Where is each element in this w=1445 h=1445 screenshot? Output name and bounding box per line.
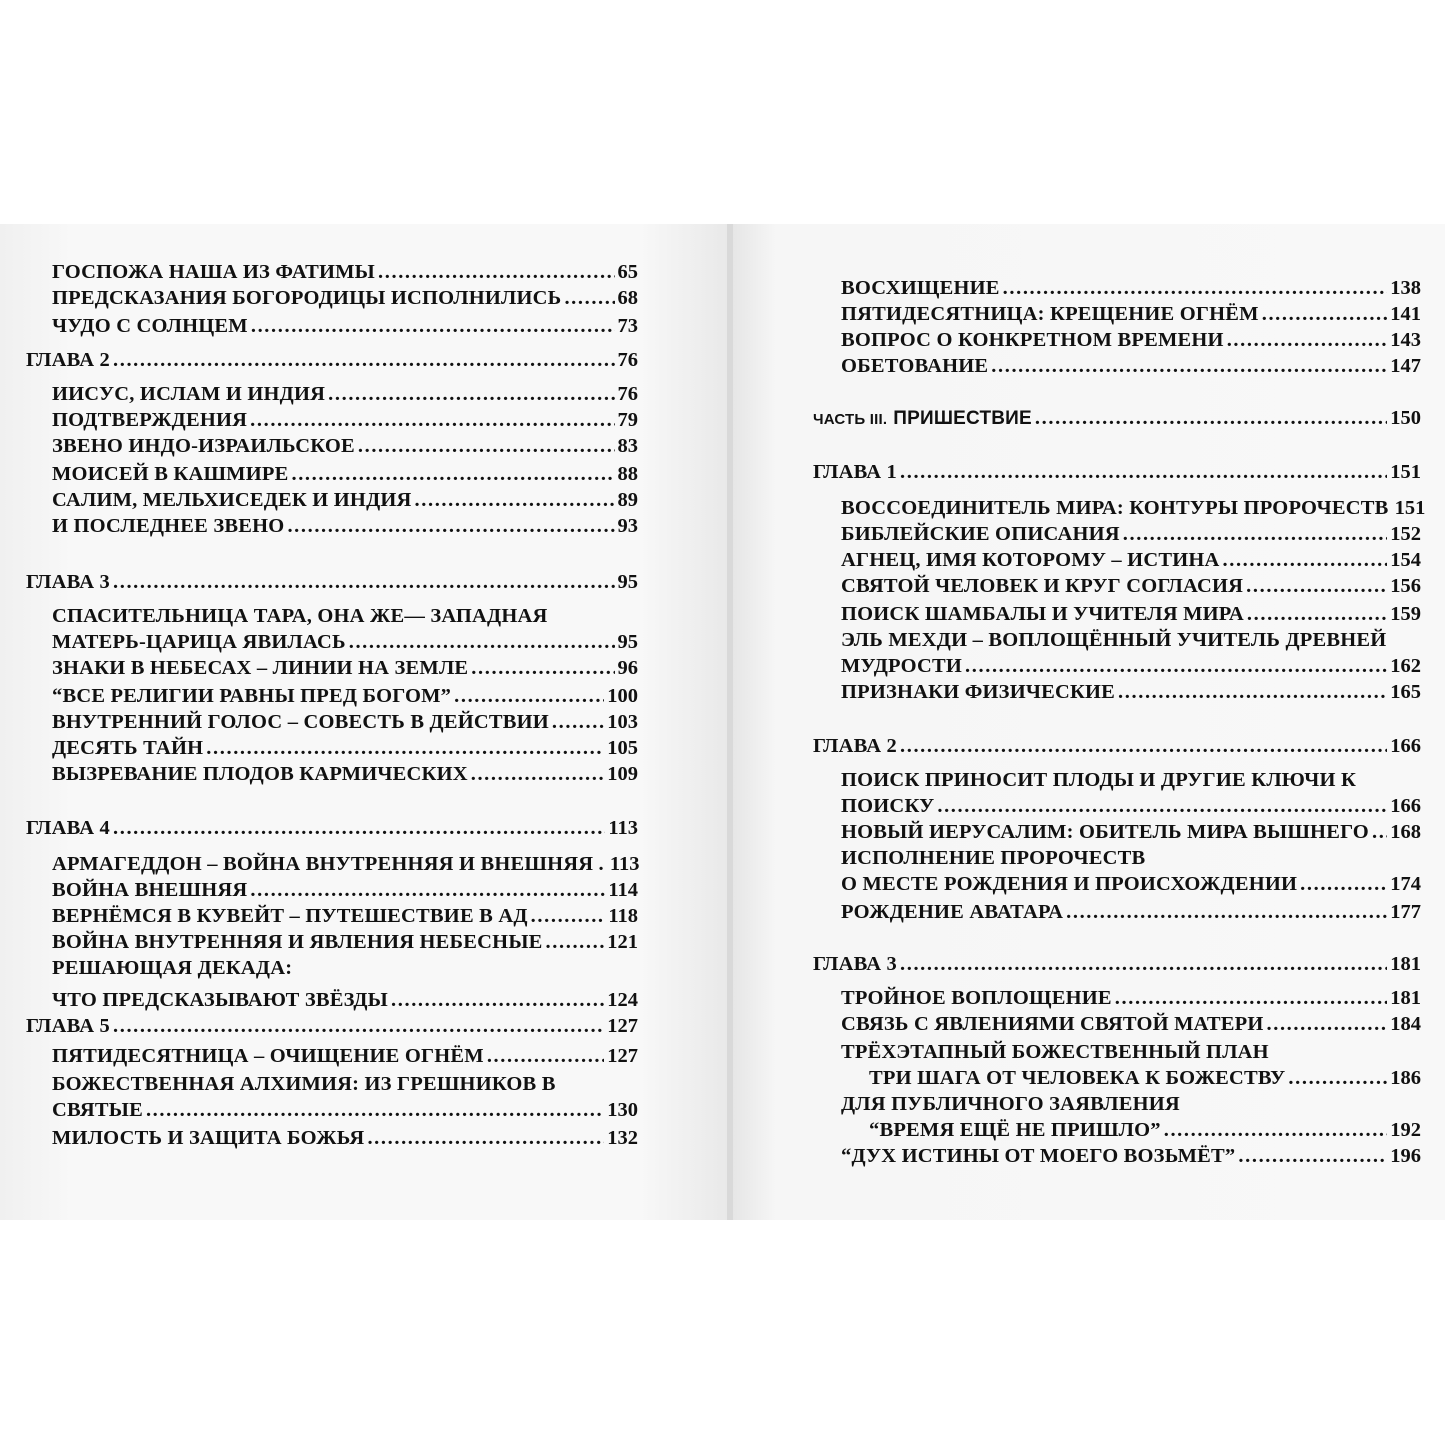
- toc-entry-title: ЗВЕНО ИНДО-ИЗРАИЛЬСКОЕ: [52, 435, 355, 457]
- toc-page-number: 95: [617, 571, 638, 593]
- dot-leader: [250, 410, 614, 431]
- toc-entry-title: ЗНАКИ В НЕБЕСАХ – ЛИНИИ НА ЗЕМЛЕ: [52, 657, 469, 679]
- dot-leader: [415, 490, 615, 511]
- toc-entry: [841, 874, 1421, 895]
- toc-page-number: 166: [1390, 735, 1421, 757]
- toc-page-number: 192: [1390, 1119, 1421, 1141]
- toc-page-number: 196: [1390, 1145, 1421, 1167]
- toc-page-number: 88: [617, 463, 638, 485]
- toc-page-number: 79: [617, 409, 638, 431]
- toc-chapter-heading: [813, 954, 1421, 975]
- toc-entry-title: ТРИ ШАГА ОТ ЧЕЛОВЕКА К БОЖЕСТВУ: [869, 1067, 1286, 1089]
- toc-entry-title: ДЕСЯТЬ ТАЙН: [52, 737, 204, 759]
- toc-entry: [52, 1100, 638, 1121]
- toc-entry-title: ЧУДО С СОЛНЦЕМ: [52, 315, 248, 337]
- dot-leader: [206, 738, 604, 759]
- toc-page-number: 168: [1390, 821, 1421, 843]
- toc-entry: [52, 410, 638, 431]
- dot-leader: [487, 1046, 604, 1067]
- toc-page-number: 95: [617, 631, 638, 653]
- part-title: ПРИШЕСТВИЕ: [893, 408, 1032, 429]
- dot-leader: [251, 316, 615, 337]
- toc-entry: [841, 630, 1386, 651]
- toc-page-number: 93: [617, 515, 638, 537]
- toc-entry-title: БОЖЕСТВЕННАЯ АЛХИМИЯ: ИЗ ГРЕШНИКОВ В: [52, 1073, 556, 1095]
- toc-entry: [841, 304, 1421, 325]
- toc-entry-title: АГНЕЦ, ИМЯ КОТОРОМУ – ИСТИНА: [841, 549, 1220, 571]
- dot-leader: [291, 464, 614, 485]
- toc-entry-title: ВЕРНЁМСЯ В КУВЕЙТ – ПУТЕШЕСТВИЕ В АД: [52, 905, 528, 927]
- dot-leader: [1164, 1120, 1388, 1141]
- toc-page-number: 181: [1390, 987, 1421, 1009]
- toc-entry: [841, 356, 1421, 377]
- toc-chapter-heading: [26, 1016, 638, 1037]
- toc-entry-title: ДЛЯ ПУБЛИЧНОГО ЗАЯВЛЕНИЯ: [841, 1093, 1180, 1115]
- toc-entry-title: И ПОСЛЕДНЕЕ ЗВЕНО: [52, 515, 285, 537]
- toc-page-number: 113: [608, 817, 638, 839]
- toc-entry: [52, 316, 638, 337]
- toc-entry-title: [813, 409, 1032, 428]
- toc-page-number: 184: [1390, 1013, 1421, 1035]
- toc-entry-title: ВОСХИЩЕНИЕ: [841, 277, 1000, 299]
- toc-entry: [52, 436, 638, 457]
- dot-leader: [391, 990, 604, 1011]
- dot-leader: [328, 384, 614, 405]
- toc-entry-title: ГЛАВА 1: [813, 461, 897, 483]
- toc-entry-title: ГЛАВА 2: [26, 349, 110, 371]
- toc-entry-title: ВОССОЕДИНИТЕЛЬ МИРА: КОНТУРЫ ПРОРОЧЕСТВ: [841, 497, 1389, 519]
- left-toc: [0, 224, 727, 1220]
- dot-leader: [113, 572, 615, 593]
- toc-page-number: 177: [1390, 901, 1421, 923]
- toc-entry-title: РЕШАЮЩАЯ ДЕКАДА:: [52, 957, 293, 979]
- toc-page-number: 76: [617, 349, 638, 371]
- toc-page-number: 151: [1390, 461, 1421, 483]
- toc-page-number: 141: [1390, 303, 1421, 325]
- dot-leader: [552, 712, 604, 733]
- dot-leader: [1003, 278, 1388, 299]
- toc-entry: [841, 1146, 1421, 1167]
- toc-page-number: 96: [617, 657, 638, 679]
- toc-page-number: 138: [1390, 277, 1421, 299]
- toc-entry-title: МАТЕРЬ-ЦАРИЦА ЯВИЛАСЬ: [52, 631, 346, 653]
- toc-page-number: 151: [1394, 497, 1426, 519]
- toc-entry: [841, 497, 1426, 519]
- toc-entry: [841, 604, 1421, 625]
- toc-page-number: 65: [617, 261, 638, 283]
- dot-leader: [471, 764, 605, 785]
- toc-entry: [52, 1046, 638, 1067]
- toc-entry-title: ГЛАВА 2: [813, 735, 897, 757]
- dot-leader: [113, 1016, 604, 1037]
- dot-leader: [1246, 576, 1387, 597]
- toc-entry-title: ГЛАВА 3: [813, 953, 897, 975]
- toc-entry-title: ИИСУС, ИСЛАМ И ИНДИЯ: [52, 383, 326, 405]
- toc-entry-title: МУДРОСТИ: [841, 655, 963, 677]
- toc-entry: [52, 990, 638, 1011]
- toc-entry-title: АРМАГЕДДОН – ВОЙНА ВНУТРЕННЯЯ И ВНЕШНЯЯ .: [52, 853, 604, 875]
- toc-entry-title: “ДУХ ИСТИНЫ ОТ МОЕГО ВОЗЬМЁТ”: [841, 1145, 1236, 1167]
- toc-entry: [869, 1120, 1421, 1141]
- dot-leader: [349, 632, 615, 653]
- toc-page-number: 132: [607, 1127, 638, 1149]
- toc-entry-title: СВЯТОЙ ЧЕЛОВЕК И КРУГ СОГЛАСИЯ: [841, 575, 1244, 597]
- toc-chapter-heading: [813, 736, 1421, 757]
- toc-entry-title: ПЯТИДЕСЯТНИЦА: КРЕЩЕНИЕ ОГНЁМ: [841, 303, 1259, 325]
- toc-entry: [52, 738, 638, 759]
- toc-page-number: 105: [607, 737, 638, 759]
- dot-leader: [1262, 304, 1388, 325]
- toc-entry: [841, 770, 1356, 791]
- toc-entry-title: ТРЁХЭТАПНЫЙ БОЖЕСТВЕННЫЙ ПЛАН: [841, 1041, 1269, 1063]
- dot-leader: [1267, 1014, 1388, 1035]
- dot-leader: [546, 932, 605, 953]
- toc-entry: [841, 1042, 1269, 1063]
- dot-leader: [1288, 1068, 1387, 1089]
- toc-page-number: 89: [617, 489, 638, 511]
- right-page: [733, 224, 1445, 1220]
- toc-entry: [52, 880, 638, 901]
- toc-entry-title: ЧТО ПРЕДСКАЗЫВАЮТ ЗВЁЗДЫ: [52, 989, 389, 1011]
- toc-page-number: 154: [1390, 549, 1421, 571]
- toc-entry-title: ВОЙНА ВНЕШНЯЯ: [52, 879, 248, 901]
- dot-leader: [531, 906, 606, 927]
- toc-entry-title: ВОЙНА ВНУТРЕННЯЯ И ЯВЛЕНИЯ НЕБЕСНЫЕ: [52, 931, 543, 953]
- toc-entry: [841, 848, 1145, 869]
- toc-entry: [52, 686, 638, 707]
- toc-entry-title: НОВЫЙ ИЕРУСАЛИМ: ОБИТЕЛЬ МИРА ВЫШНЕГО: [841, 821, 1369, 843]
- toc-entry: [841, 278, 1421, 299]
- dot-leader: [113, 818, 605, 839]
- toc-chapter-heading: [26, 572, 638, 593]
- book-spread: [0, 224, 1445, 1220]
- toc-entry: [841, 330, 1421, 351]
- toc-entry: [52, 262, 638, 283]
- toc-page-number: 118: [608, 905, 638, 927]
- toc-entry-title: ПРЕДСКАЗАНИЯ БОГОРОДИЦЫ ИСПОЛНИЛИСЬ: [52, 287, 562, 309]
- toc-entry: [52, 906, 638, 927]
- dot-leader: [471, 658, 614, 679]
- toc-entry-title: МОИСЕЙ В КАШМИРЕ: [52, 463, 289, 485]
- toc-chapter-heading: [26, 350, 638, 371]
- toc-page-number: 152: [1390, 523, 1421, 545]
- dot-leader: [1118, 682, 1387, 703]
- toc-entry-title: ЭЛЬ МЕХДИ – ВОПЛОЩЁННЫЙ УЧИТЕЛЬ ДРЕВНЕЙ: [841, 629, 1387, 651]
- toc-entry: [52, 958, 292, 979]
- toc-entry-title: ИСПОЛНЕНИЕ ПРОРОЧЕСТВ: [841, 847, 1146, 869]
- toc-entry-title: ПРИЗНАКИ ФИЗИЧЕСКИЕ: [841, 681, 1116, 703]
- toc-page-number: 103: [607, 711, 638, 733]
- dot-leader: [1115, 988, 1387, 1009]
- dot-leader: [1238, 1146, 1387, 1167]
- toc-entry-title: ГОСПОЖА НАША ИЗ ФАТИМЫ: [52, 261, 376, 283]
- toc-entry: [52, 658, 638, 679]
- toc-page-number: 113: [609, 853, 640, 875]
- dot-leader: [1223, 550, 1388, 571]
- dot-leader: [900, 954, 1387, 975]
- toc-entry-title: “ВРЕМЯ ЕЩЁ НЕ ПРИШЛО”: [869, 1119, 1161, 1141]
- dot-leader: [358, 436, 615, 457]
- toc-entry-title: “ВСЕ РЕЛИГИИ РАВНЫ ПРЕД БОГОМ”: [52, 685, 452, 707]
- toc-page-number: 127: [607, 1015, 638, 1037]
- toc-entry: [52, 1128, 638, 1149]
- toc-entry: [841, 1094, 1180, 1115]
- toc-page-number: 165: [1390, 681, 1421, 703]
- toc-page-number: 124: [607, 989, 638, 1011]
- toc-entry-title: САЛИМ, МЕЛЬХИСЕДЕК И ИНДИЯ: [52, 489, 412, 511]
- dot-leader: [1372, 822, 1387, 843]
- toc-entry-title: СПАСИТЕЛЬНИЦА ТАРА, ОНА ЖЕ— ЗАПАДНАЯ: [52, 605, 548, 627]
- toc-page-number: 166: [1390, 795, 1421, 817]
- dot-leader: [1227, 330, 1388, 351]
- toc-entry-title: ТРОЙНОЕ ВОПЛОЩЕНИЕ: [841, 987, 1112, 1009]
- toc-entry: [841, 524, 1421, 545]
- toc-entry: [52, 464, 638, 485]
- toc-entry-title: ОБЕТОВАНИЕ: [841, 355, 989, 377]
- toc-entry: [841, 656, 1421, 677]
- toc-page-number: 127: [607, 1045, 638, 1067]
- dot-leader: [367, 1128, 604, 1149]
- dot-leader: [378, 262, 614, 283]
- dot-leader: [1035, 408, 1387, 429]
- toc-entry-title: ВОПРОС О КОНКРЕТНОМ ВРЕМЕНИ: [841, 329, 1224, 351]
- toc-entry-title: ПОИСК ШАМБАЛЫ И УЧИТЕЛЯ МИРА: [841, 603, 1244, 625]
- dot-leader: [146, 1100, 604, 1121]
- toc-page-number: 130: [607, 1099, 638, 1121]
- toc-page-number: 109: [607, 763, 638, 785]
- toc-entry: [813, 408, 1421, 429]
- dot-leader: [900, 736, 1387, 757]
- toc-page-number: 100: [607, 685, 638, 707]
- toc-entry-title: О МЕСТЕ РОЖДЕНИЯ И ПРОИСХОЖДЕНИИ: [841, 873, 1298, 895]
- toc-entry: [841, 550, 1421, 571]
- toc-entry: [52, 632, 638, 653]
- toc-entry-title: ГЛАВА 5: [26, 1015, 110, 1037]
- toc-entry-title: БИБЛЕЙСКИЕ ОПИСАНИЯ: [841, 523, 1120, 545]
- toc-entry-title: ГЛАВА 4: [26, 817, 110, 839]
- toc-entry-title: ПОДТВЕРЖДЕНИЯ: [52, 409, 248, 431]
- toc-entry: [52, 1074, 556, 1095]
- toc-page-number: 156: [1390, 575, 1421, 597]
- toc-entry: [52, 288, 638, 309]
- dot-leader: [900, 462, 1387, 483]
- toc-page-number: 147: [1390, 355, 1421, 377]
- toc-entry: [52, 932, 638, 953]
- toc-entry: [869, 1068, 1421, 1089]
- toc-page-number: 73: [617, 315, 638, 337]
- toc-entry: [52, 712, 638, 733]
- toc-entry-title: ПЯТИДЕСЯТНИЦА – ОЧИЩЕНИЕ ОГНЁМ: [52, 1045, 484, 1067]
- toc-entry: [841, 682, 1421, 703]
- dot-leader: [937, 796, 1387, 817]
- toc-entry: [52, 490, 638, 511]
- toc-entry-title: ГЛАВА 3: [26, 571, 110, 593]
- toc-entry: [52, 384, 638, 405]
- toc-entry-title: СВЯТЫЕ: [52, 1099, 143, 1121]
- dot-leader: [991, 356, 1387, 377]
- toc-chapter-heading: [813, 462, 1421, 483]
- toc-entry: [841, 822, 1421, 843]
- dot-leader: [564, 288, 614, 309]
- toc-entry: [52, 606, 547, 627]
- toc-entry: [841, 576, 1421, 597]
- toc-page-number: 162: [1390, 655, 1421, 677]
- dot-leader: [1300, 874, 1387, 895]
- right-toc: [733, 224, 1445, 1220]
- toc-entry: [841, 796, 1421, 817]
- left-page: [0, 224, 727, 1220]
- toc-page-number: 186: [1390, 1067, 1421, 1089]
- toc-page-number: 174: [1390, 873, 1421, 895]
- dot-leader: [287, 516, 614, 537]
- dot-leader: [965, 656, 1387, 677]
- toc-entry-title: СВЯЗЬ С ЯВЛЕНИЯМИ СВЯТОЙ МАТЕРИ: [841, 1013, 1264, 1035]
- dot-leader: [1247, 604, 1387, 625]
- toc-entry-title: ПОИСКУ: [841, 795, 935, 817]
- toc-page-number: 68: [617, 287, 638, 309]
- dot-leader: [113, 350, 615, 371]
- toc-page-number: 76: [617, 383, 638, 405]
- toc-entry-title: РОЖДЕНИЕ АВАТАРА: [841, 901, 1064, 923]
- toc-page-number: 159: [1390, 603, 1421, 625]
- toc-entry: [52, 854, 638, 875]
- toc-entry-title: ПОИСК ПРИНОСИТ ПЛОДЫ И ДРУГИЕ КЛЮЧИ К: [841, 769, 1357, 791]
- dot-leader: [454, 686, 604, 707]
- dot-leader: [250, 880, 605, 901]
- toc-entry-title: МИЛОСТЬ И ЗАЩИТА БОЖЬЯ: [52, 1127, 365, 1149]
- toc-page-number: 114: [608, 879, 638, 901]
- dot-leader: [1066, 902, 1387, 923]
- part-label: ЧАСТЬ III.: [813, 411, 888, 428]
- toc-page-number: 83: [617, 435, 638, 457]
- toc-entry: [841, 1014, 1421, 1035]
- dot-leader: [1123, 524, 1387, 545]
- toc-chapter-heading: [26, 818, 638, 839]
- toc-entry: [52, 516, 638, 537]
- toc-page-number: 121: [607, 931, 638, 953]
- toc-entry: [841, 988, 1421, 1009]
- toc-entry: [841, 902, 1421, 923]
- toc-page-number: 143: [1390, 329, 1421, 351]
- toc-page-number: 181: [1390, 953, 1421, 975]
- toc-entry: [52, 764, 638, 785]
- toc-entry-title: ВНУТРЕННИЙ ГОЛОС – СОВЕСТЬ В ДЕЙСТВИИ: [52, 711, 549, 733]
- toc-entry-title: ВЫЗРЕВАНИЕ ПЛОДОВ КАРМИЧЕСКИХ: [52, 763, 468, 785]
- toc-page-number: 150: [1390, 407, 1421, 429]
